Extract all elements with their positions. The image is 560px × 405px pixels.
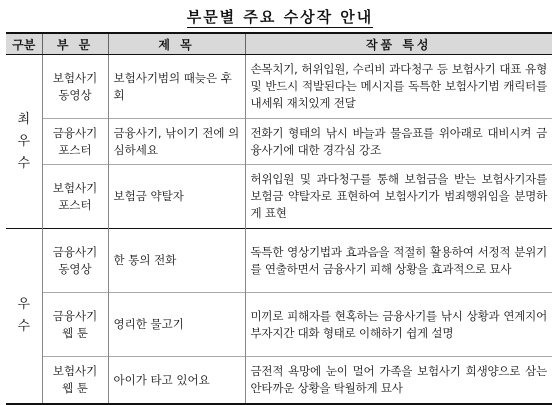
category-line: 웹 툰 xyxy=(62,325,88,340)
table-header-row xyxy=(6,33,552,55)
table-row xyxy=(6,293,552,357)
table-row xyxy=(6,55,552,119)
category-cell xyxy=(42,119,108,165)
page-title xyxy=(0,6,560,27)
category-line: 금융사기 xyxy=(52,125,98,140)
header-title: 제 목 xyxy=(108,33,245,55)
features-cell: 미끼로 피해자를 현혹하는 금융사기를 낚시 상황과 연계지어 부자지간 대화 형태로 이해하기 쉽게 설명 xyxy=(245,293,552,357)
category-line: 보험사기 xyxy=(52,180,98,195)
category-line: 보험사기 xyxy=(52,364,98,378)
category-cell xyxy=(42,357,108,405)
category-line: 보험사기 xyxy=(52,70,98,85)
features-cell: 허위입원 및 과다청구를 통해 보험금을 받는 보험사기자를 보험금 약탈자로 표현하여 보험사기가 범죄행위임을 분명하게 표현 xyxy=(245,165,552,229)
category-line: 동영상 xyxy=(58,261,92,276)
title-cell: 금융사기, 낚이기 전에 의심하세요 xyxy=(108,119,245,165)
category-line: 동영상 xyxy=(58,87,92,102)
grade-cell-excellence xyxy=(6,229,42,405)
features-cell: 금전적 욕망에 눈이 멀어 가족을 보험사기 희생양으로 삼는 안타까운 상황을 탁월하게 묘사 xyxy=(245,357,552,405)
awards-table xyxy=(6,32,552,405)
header-category: 부 문 xyxy=(42,33,108,55)
grade-char: 우 xyxy=(17,133,31,149)
category-cell xyxy=(42,165,108,229)
header-grade: 구분 xyxy=(6,33,42,55)
table-row xyxy=(6,119,552,165)
title-cell: 영리한 물고기 xyxy=(108,293,245,357)
table-row xyxy=(6,357,552,405)
category-cell xyxy=(42,55,108,119)
table-row xyxy=(6,165,552,229)
grade-char: 수 xyxy=(17,155,31,171)
category-line: 웹 툰 xyxy=(62,381,88,395)
category-line: 금융사기 xyxy=(52,308,98,323)
category-line: 금융사기 xyxy=(52,244,98,259)
title-cell: 아이가 타고 있어요 xyxy=(108,357,245,405)
category-line: 포스터 xyxy=(58,142,92,157)
grade-char: 우 xyxy=(17,297,31,312)
features-cell: 독특한 영상기법과 효과음을 적절히 활용하여 서정적 분위기를 연출하면서 금융사기 피해 상황을 효과적으로 묘사 xyxy=(245,229,552,293)
page-title-text: 부문별 주요 수상작 안내 xyxy=(186,8,374,26)
title-cell: 한 통의 전화 xyxy=(108,229,245,293)
title-cell: 보험금 약탈자 xyxy=(108,165,245,229)
features-cell: 전화기 형태의 낚시 바늘과 물음표를 위아래로 대비시켜 금융사기에 대한 경각심 강조 xyxy=(245,119,552,165)
grade-char: 수 xyxy=(17,319,31,334)
title-cell: 보험사기범의 때늦은 후회 xyxy=(108,55,245,119)
table-row xyxy=(6,229,552,293)
category-cell xyxy=(42,229,108,293)
features-cell: 손목치기, 허위입원, 수리비 과다청구 등 보험사기 대표 유형 및 반드시 적발된다는 메시지를 독특한 보험사기범 캐릭터를 내세워 재치있게 전달 xyxy=(245,55,552,119)
category-cell xyxy=(42,293,108,357)
grade-cell-top-excellence xyxy=(6,55,42,229)
header-features: 작품 특성 xyxy=(245,33,552,55)
grade-char: 최 xyxy=(17,111,31,127)
category-line: 포스터 xyxy=(58,197,92,212)
